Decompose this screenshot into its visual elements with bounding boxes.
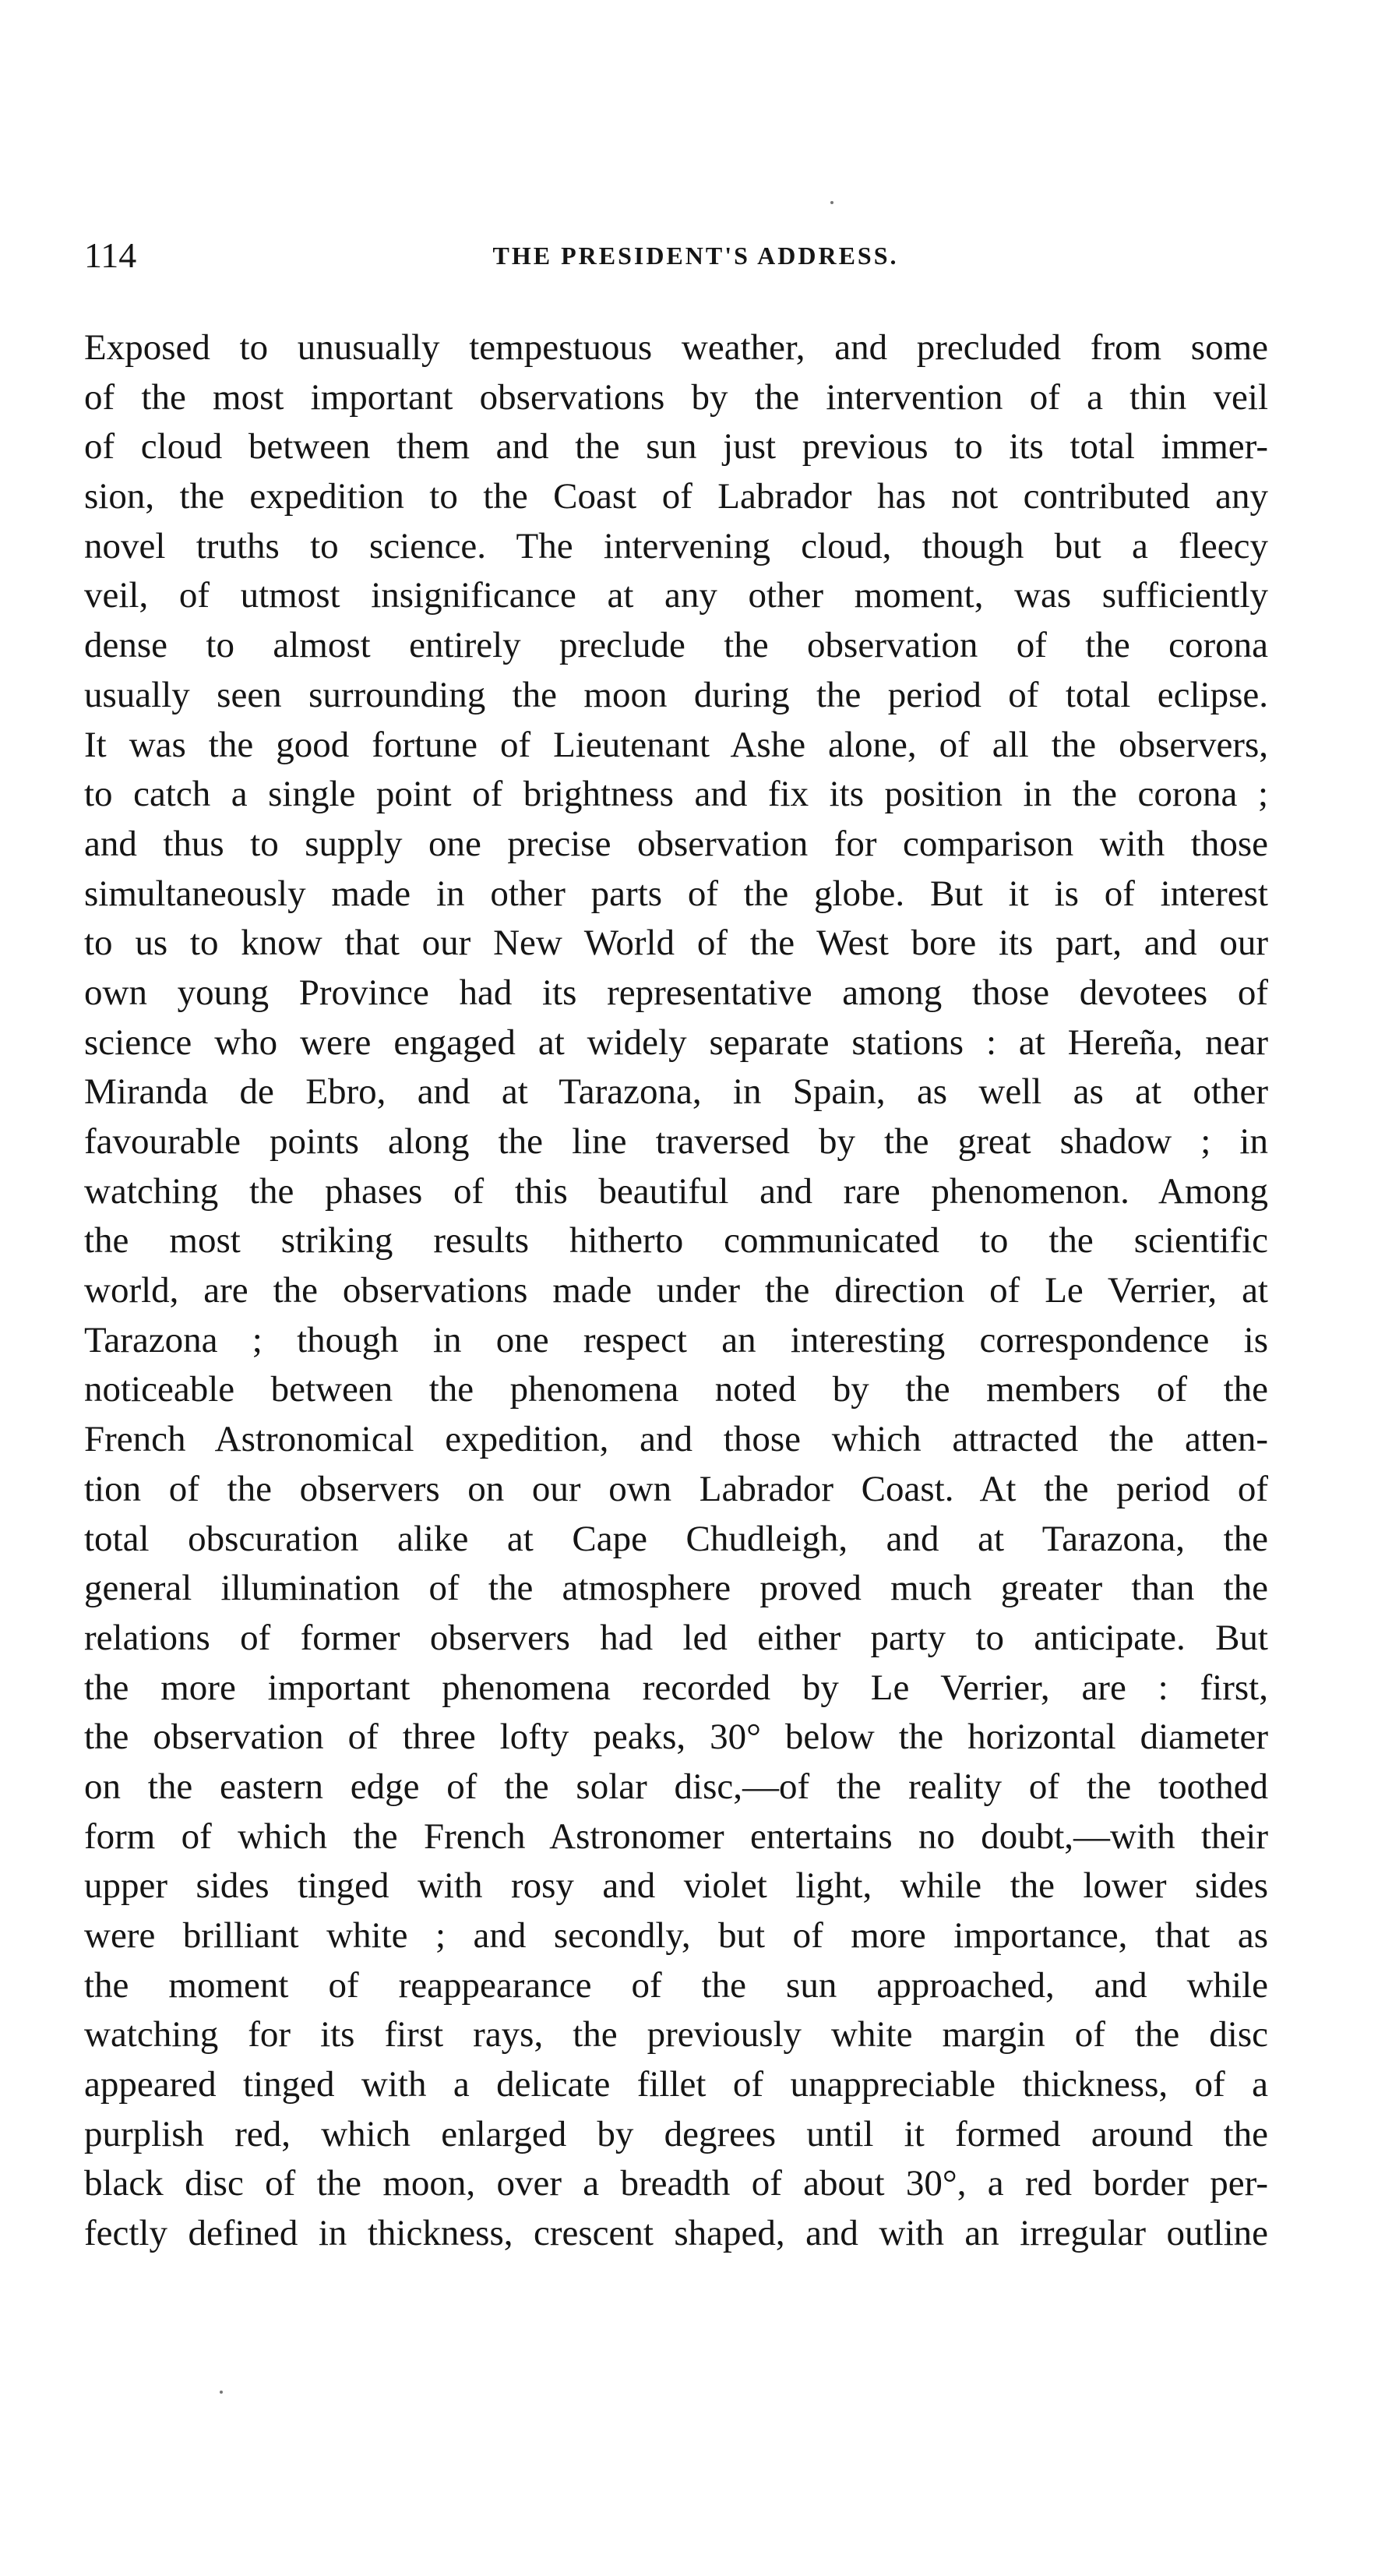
text-line: form of which the French Astronomer entertains no doubt,—with their (84, 1816, 1268, 1857)
text-line: It was the good fortune of Lieutenant Ashe alone, of all the observers, (84, 724, 1268, 765)
text-line: the more important phenomena recorded by Le Verrier, are : first, (84, 1667, 1268, 1708)
text-line: Exposed to unusually tempestuous weather, and precluded from some (84, 327, 1268, 368)
text-line: of the most important observations by the intervention of a thin veil (84, 376, 1268, 418)
text-line: fectly defined in thickness, crescent shaped, and with an irregular outline (84, 2213, 1268, 2254)
text-line: Miranda de Ebro, and at Tarazona, in Spain, as well as at other (84, 1071, 1268, 1113)
text-line: science who were engaged at widely separate stations : at Hereña, near (84, 1022, 1268, 1063)
text-line: simultaneously made in other parts of the globe. But it is of interest (84, 873, 1268, 914)
text-line: purplish red, which enlarged by degrees until it formed around the (84, 2113, 1268, 2154)
text-line: relations of former observers had led either party to anticipate. But (84, 1617, 1268, 1658)
text-line: watching the phases of this beautiful and rare phenomenon. Among (84, 1170, 1268, 1212)
text-line: to us to know that our New World of the West bore its part, and our (84, 923, 1268, 964)
text-line: tion of the observers on our own Labrador Coast. At the period of (84, 1468, 1268, 1509)
paper-speck (830, 201, 833, 204)
text-line: watching for its first rays, the previously white margin of the disc (84, 2014, 1268, 2056)
text-line: upper sides tinged with rosy and violet light, while the lower sides (84, 1865, 1268, 1907)
running-title: THE PRESIDENT'S ADDRESS. (492, 242, 899, 270)
text-line: black disc of the moon, over a breadth of about 30°, a red border per- (84, 2163, 1268, 2204)
page-number: 114 (84, 235, 137, 275)
text-line: favourable points along the line traversed by the great shadow ; in (84, 1121, 1268, 1162)
text-line: noticeable between the phenomena noted by the members of the (84, 1369, 1268, 1410)
paper-speck (220, 2391, 223, 2394)
text-line: general illumination of the atmosphere proved much greater than the (84, 1568, 1268, 1609)
text-line: the moment of reappearance of the sun approached, and while (84, 1964, 1268, 2006)
text-line: on the eastern edge of the solar disc,—of the reality of the toothed (84, 1766, 1268, 1807)
text-line: total obscuration alike at Cape Chudleigh, and at Tarazona, the (84, 1518, 1268, 1559)
text-line: sion, the expedition to the Coast of Labrador has not contributed any (84, 476, 1268, 517)
text-line: of cloud between them and the sun just previous to its total immer- (84, 426, 1268, 468)
text-line: veil, of utmost insignificance at any other moment, was sufficiently (84, 575, 1268, 616)
text-line: the observation of three lofty peaks, 30° below the horizontal diameter (84, 1717, 1268, 1758)
text-line: Tarazona ; though in one respect an interesting correspondence is (84, 1319, 1268, 1360)
text-line: French Astronomical expedition, and those which attracted the atten- (84, 1419, 1268, 1460)
text-line: appeared tinged with a delicate fillet of unappreciable thickness, of a (84, 2064, 1268, 2105)
text-line: and thus to supply one precise observation for comparison with those (84, 823, 1268, 864)
body-paragraph (84, 323, 1268, 2259)
text-line: the most striking results hitherto communicated to the scientific (84, 1220, 1268, 1262)
text-line: usually seen surrounding the moon during the period of total eclipse. (84, 674, 1268, 715)
text-line: dense to almost entirely preclude the observation of the corona (84, 625, 1268, 666)
running-head (84, 232, 1307, 279)
text-line: novel truths to science. The intervening cloud, though but a fleecy (84, 525, 1268, 566)
text-line: to catch a single point of brightness and fix its position in the corona ; (84, 774, 1268, 815)
text-line: own young Province had its representative among those devotees of (84, 972, 1268, 1013)
text-line: were brilliant white ; and secondly, but of more importance, that as (84, 1915, 1268, 1956)
text-line: world, are the observations made under the direction of Le Verrier, at (84, 1270, 1268, 1311)
